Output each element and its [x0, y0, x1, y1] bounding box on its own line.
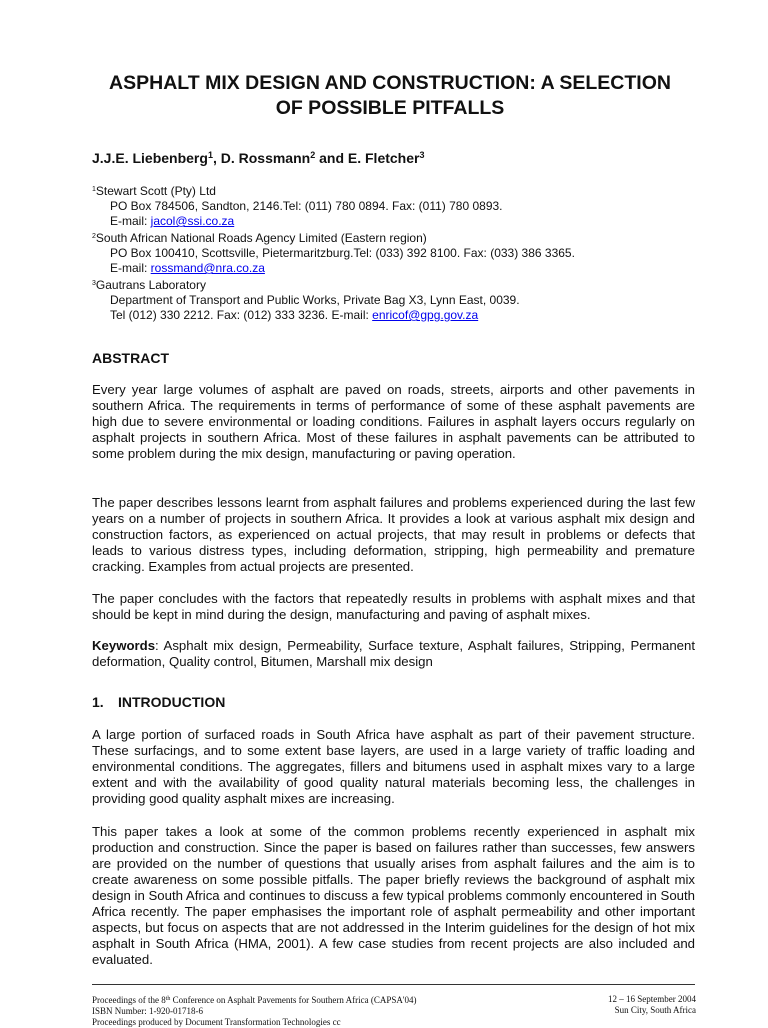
abstract-paragraph-2: The paper describes lessons learnt from asphalt failures and problems experienced during the last few years on a number of projects in southern Africa. It provides a look at various asphalt mix design and construction factors, as experienced on actual projects, that may result in problems or defects that leads to various distress types, including deformation, stripping, high permeability and premature cracking. Examples from actual projects are presented.	[92, 495, 695, 574]
introduction-paragraph-2: This paper takes a look at some of the common problems recently experienced in asphalt mix production and construction. Since the paper is based on failures rather than successes, few answers are provided on the number of questions that usually arises from asphalt failures and the aim is to create awareness on some possible pitfalls. The paper briefly reviews the background of asphalt mix design in South Africa and continues to discuss a few typical problems commonly encountered in South Africa recently. The paper emphasises the important role of asphalt permeability and other important aspects, but focus on aspects that are not addressed in the Interim guidelines for the design of hot mix asphalt in South Africa (HMA, 2001). A few case studies from recent projects are also included and evaluated.	[92, 824, 695, 967]
keywords-list: : Asphalt mix design, Permeability, Surface texture, Asphalt failures, Stripping, Permanent deformation, Quality control, Bitumen, Marshall mix design	[92, 638, 695, 669]
section-number: 1.	[92, 694, 104, 710]
email-label: E-mail:	[110, 261, 151, 275]
affiliation-address: Department of Transport and Public Works, Private Bag X3, Lynn East, 0039.	[110, 293, 520, 307]
author-name: D. Rossmann	[220, 150, 311, 166]
affiliation-address: PO Box 784506, Sandton, 2146.Tel: (011) 780 0894. Fax: (011) 780 0893.	[110, 199, 503, 213]
footer-proceedings	[92, 994, 416, 1006]
affiliation-email-line	[92, 261, 575, 276]
affil-mark: 2	[92, 233, 96, 240]
abstract-paragraph-1: Every year large volumes of asphalt are paved on roads, streets, airports and other pavements in southern Africa. The requirements in terms of performance of some of these asphalt pavements are high due to severe environmental or loading conditions. Failures in asphalt layers occurs regularly on asphalt projects in southern Africa. Most of these failures in asphalt pavements can be attributed to some problem during the mix design, manufacturing or paving operation.	[92, 382, 695, 461]
title-line-1: ASPHALT MIX DESIGN AND CONSTRUCTION: A SELECTION	[109, 72, 671, 94]
footer-left	[92, 994, 416, 1028]
footer-produced-by: Proceedings produced by Document Transformation Technologies cc	[92, 1017, 341, 1027]
affil-mark: 3	[92, 280, 96, 287]
author-list	[92, 150, 425, 166]
email-label: E-mail:	[110, 214, 151, 228]
section-title: INTRODUCTION	[118, 694, 226, 710]
paper-title	[60, 71, 720, 121]
affiliations	[92, 182, 575, 323]
footer-dates: 12 – 16 September 2004	[608, 994, 696, 1004]
footer-isbn: ISBN Number: 1-920-01718-6	[92, 1006, 203, 1016]
affiliation-org	[92, 276, 575, 293]
footer-right	[560, 994, 696, 1016]
affiliation-org	[92, 182, 575, 199]
author-affil-mark: 1	[207, 150, 213, 160]
footer-proc-sup: th	[165, 996, 171, 1002]
keywords-label: Keywords	[92, 638, 156, 653]
author-affil-mark: 2	[310, 150, 316, 160]
footer-proc-text: Proceedings of the 8	[92, 995, 166, 1005]
keywords-paragraph	[92, 638, 695, 670]
affil-mark: 1	[92, 186, 96, 193]
abstract-heading: ABSTRACT	[92, 350, 169, 366]
footer-divider	[92, 984, 695, 985]
affiliation-email-line	[92, 308, 575, 323]
title-line-2: OF POSSIBLE PITFALLS	[275, 97, 505, 119]
author-separator: and	[315, 150, 348, 166]
email-link[interactable]: enricof@gpg.gov.za	[372, 308, 479, 322]
abstract-paragraph-3: The paper concludes with the factors that repeatedly results in problems with asphalt mixes and that should be kept in mind during the design, manufacturing and paving of asphalt mixes.	[92, 591, 695, 622]
author-name: E. Fletcher	[347, 150, 420, 166]
author-separator: ,	[212, 150, 221, 166]
email-link[interactable]: jacol@ssi.co.za	[150, 214, 235, 228]
affiliation-address: PO Box 100410, Scottsville, Pietermaritzburg.Tel: (033) 392 8100. Fax: (033) 386 3365.	[110, 246, 575, 260]
affil-org-name: South African National Roads Agency Limited (Eastern region)	[95, 231, 427, 245]
introduction-paragraph-1: A large portion of surfaced roads in South Africa have asphalt as part of their pavement structure. These surfacings, and to some extent base layers, are used in a large variety of traffic loading and environmental conditions. The aggregates, fillers and bitumens used in asphalt mixes vary to a large extent and with the availability of good quality natural materials becoming less, the challenges in providing good quality asphalt mixes are increasing.	[92, 727, 695, 806]
email-label: Tel (012) 330 2212. Fax: (012) 333 3236. E-mail:	[110, 308, 373, 322]
email-link[interactable]: rossmand@nra.co.za	[150, 261, 265, 275]
introduction-heading	[92, 694, 225, 710]
author-name: J.J.E. Liebenberg	[92, 150, 208, 166]
affiliation-org	[92, 229, 575, 246]
footer-proc-text-rest: Conference on Asphalt Pavements for Southern Africa (CAPSA'04)	[170, 995, 417, 1005]
author-affil-mark: 3	[419, 150, 425, 160]
footer-location: Sun City, South Africa	[614, 1005, 696, 1015]
affil-org-name: Stewart Scott (Pty) Ltd	[95, 184, 216, 198]
affiliation-email-line	[92, 214, 575, 229]
affil-org-name: Gautrans Laboratory	[95, 278, 206, 292]
